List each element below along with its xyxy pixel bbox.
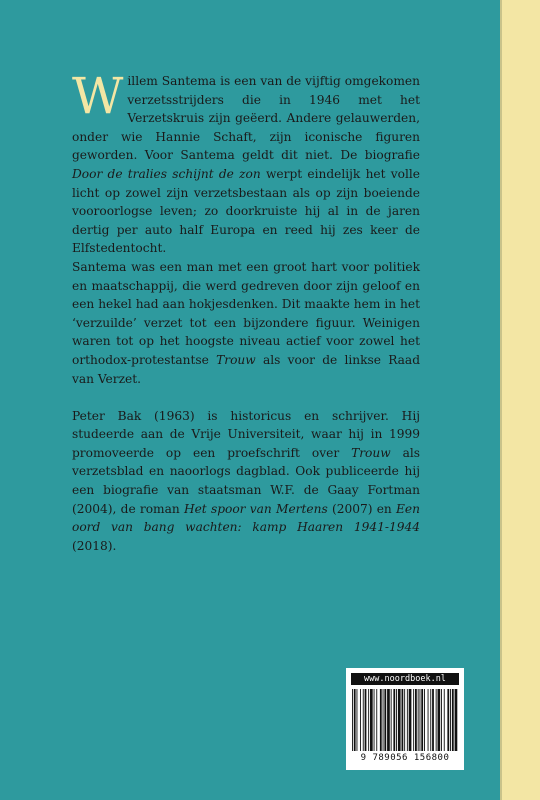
isbn-barcode [346, 668, 464, 770]
isbn-number: 9 789056 156800 [360, 753, 450, 763]
publisher-url: www.noordboek.nl [351, 673, 459, 685]
drop-cap: W [72, 67, 124, 125]
blurb-paragraph-1: Willem Santema is een van de vijftig omgekomen verzetsstrijders die in 1946 met het Verzetskruis zijn geëerd. Andere gelauwerden, onder wie Hannie Schaft, zijn iconische figuren geworden. Voor Santema geldt dit niet. De biografie Door de tralies schijnt de zon werpt eindelijk het volle licht op zowel zijn verzetsbestaan als op zijn boeiende vooroorlogse leven; zo doorkruiste hij al in de jaren dertig per auto half Europa en reed hij zes keer de Elfstedentocht. [72, 67, 420, 256]
blurb-paragraph-2: Santema was een man met een groot hart voor politiek en maatschappij, die werd gedreven door zijn geloof en een hekel had aan hokjesdenken. Dit maakte hem in het ‘verzuilde’ verzet tot een bijzondere figuur. Weinigen waren tot op het hoogste niveau actief voor zowel het orthodox-protestantse Trouw als voor de linkse Raad van Verzet. [72, 259, 421, 386]
blurb-text [72, 67, 421, 555]
barcode-bars-icon [351, 689, 459, 751]
author-bio: Peter Bak (1963) is historicus en schrijver. Hij studeerde aan de Vrije Universiteit, waar hij in 1999 promoveerde op een proefschrift over Trouw als verzetsblad en naoorlogs dagblad. Ook publiceerde hij een biografie van staatsman W.F. de Gaay Fortman (2004), de roman Het spoor van Mertens (2007) en Een oord van bang wachten: kamp Haaren 1941-1944 (2018). [72, 408, 421, 553]
spine [502, 0, 540, 800]
